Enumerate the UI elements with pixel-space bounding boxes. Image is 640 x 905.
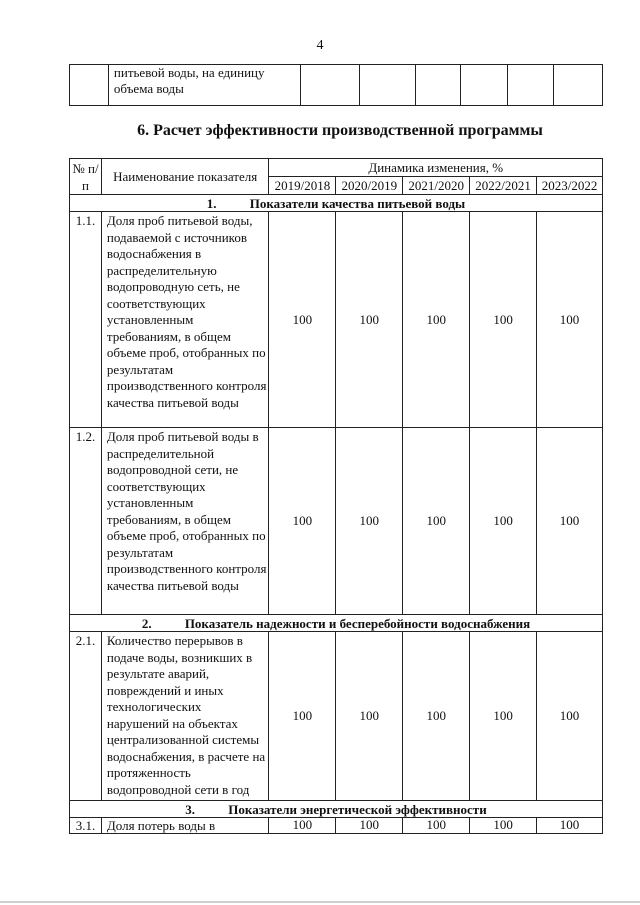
- row-number: 2.1.: [70, 632, 102, 801]
- group-title: Показатель надежности и бесперебойности водоснабжения: [184, 615, 531, 631]
- row-value: 100: [403, 818, 470, 834]
- header-num: № п/п: [70, 159, 102, 195]
- page-edge: [0, 901, 640, 903]
- group-row: [70, 615, 603, 632]
- header-name: Наименование показателя: [101, 159, 269, 195]
- previous-table-fragment: [69, 64, 603, 106]
- group-row: [70, 195, 603, 212]
- group-row: [70, 801, 603, 818]
- row-name: Доля потерь воды в: [101, 818, 269, 834]
- row-value: 100: [470, 632, 537, 801]
- section-title: 6. Расчет эффективности производственной программы: [137, 122, 543, 139]
- header-year: 2019/2018: [269, 177, 336, 195]
- fragment-num-cell: [70, 65, 109, 106]
- row-value: 100: [537, 428, 603, 615]
- row-value: 100: [403, 212, 470, 428]
- row-value: 100: [470, 212, 537, 428]
- group-number: 1.: [206, 195, 217, 211]
- row-value: 100: [269, 632, 336, 801]
- row-number: 1.2.: [70, 428, 102, 615]
- row-value: 100: [470, 818, 537, 834]
- group-title: Показатели качества питьевой воды: [249, 195, 466, 211]
- row-value: 100: [336, 632, 403, 801]
- row-value: 100: [269, 818, 336, 834]
- row-value: 100: [470, 428, 537, 615]
- group-number: 3.: [185, 801, 196, 817]
- header-year: 2022/2021: [470, 177, 537, 195]
- row-value: 100: [269, 428, 336, 615]
- row-value: 100: [537, 212, 603, 428]
- group-number: 2.: [141, 615, 152, 631]
- page-number: 4: [316, 38, 324, 53]
- efficiency-table: [69, 158, 603, 834]
- table-row: [70, 632, 603, 801]
- row-value: 100: [537, 632, 603, 801]
- table-row: [70, 428, 603, 615]
- header-dynamics: Динамика изменения, %: [269, 159, 603, 177]
- table-row: [70, 212, 603, 428]
- row-name: Количество перерывов в подаче воды, возникших в результате аварий, повреждений и иных технологических нарушений на объектах централизованной системы водоснабжения, в расчете на протяженность водопроводной сети в год: [101, 632, 269, 801]
- row-name: Доля проб питьевой воды в распределительной водопроводной сети, не соответствующих установленным требованиям, в общем объеме проб, отобранных по результатам производственного контроля качества питьевой воды: [101, 428, 269, 615]
- table-row: [70, 818, 603, 834]
- row-value: 100: [537, 818, 603, 834]
- header-year: 2021/2020: [403, 177, 470, 195]
- row-value: 100: [336, 212, 403, 428]
- row-value: 100: [336, 818, 403, 834]
- row-number: 1.1.: [70, 212, 102, 428]
- fragment-name-cell: питьевой воды, на единицу объема воды: [108, 65, 300, 106]
- row-value: 100: [336, 428, 403, 615]
- row-value: 100: [403, 632, 470, 801]
- row-value: 100: [403, 428, 470, 615]
- group-title: Показатели энергетической эффективности: [228, 801, 487, 817]
- header-year: 2023/2022: [537, 177, 603, 195]
- header-year: 2020/2019: [336, 177, 403, 195]
- row-number: 3.1.: [70, 818, 102, 834]
- row-value: 100: [269, 212, 336, 428]
- row-name: Доля проб питьевой воды, подаваемой с источников водоснабжения в распределительную водопроводную сеть, не соответствующих установленным требованиям, в общем объеме проб, отобранных по результатам производственного контроля качества питьевой воды: [101, 212, 269, 428]
